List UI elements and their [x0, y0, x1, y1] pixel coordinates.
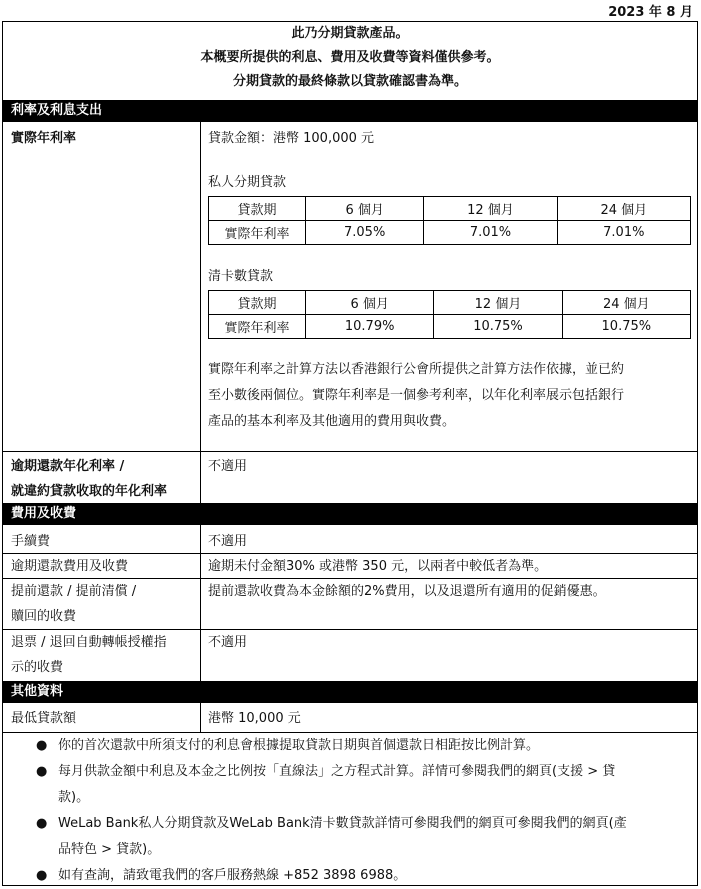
- table-cell: 7.05%: [306, 221, 424, 245]
- personal-loan-title: 私人分期貸款: [208, 175, 287, 190]
- table-cell: 7.01%: [557, 221, 690, 245]
- apr-note-line: 至小數後兩個位。實際年利率是一個參考利率，以年化利率展示包括銀行: [208, 388, 625, 403]
- min-loan-value: 港幣 10,000 元: [208, 711, 301, 726]
- table-cell: 貸款期: [209, 197, 306, 221]
- table-cell: 6 個月: [306, 197, 424, 221]
- personal-loan-table: [208, 196, 691, 245]
- overdue-rate-label: [11, 454, 197, 504]
- bullet-icon: ●: [36, 816, 48, 831]
- loan-amount: 貸款金額：港幣 100,000 元: [208, 131, 375, 146]
- fee-label: 手續費: [11, 534, 51, 549]
- note-line: WeLab Bank私人分期貸款及WeLab Bank清卡數貸款詳情可參閱我們的網頁可參閱我們的網頁(產: [58, 816, 627, 831]
- table-header-row: [209, 291, 691, 315]
- table-cell: 貸款期: [209, 291, 306, 315]
- list-item: [36, 863, 694, 889]
- notes-list: [3, 733, 694, 889]
- intro-block: [3, 22, 697, 94]
- fee-label-line: 贖回的收費: [11, 609, 77, 624]
- summary-frame: [2, 21, 698, 886]
- table-cell: 10.75%: [434, 315, 562, 339]
- document-date: 2023 年 8 月: [608, 5, 693, 20]
- fee-value: 不適用: [208, 534, 248, 549]
- fee-value: 逾期未付金額30% 或港幣 350 元，以兩者中較低者為準。: [208, 559, 548, 574]
- fee-label-line: 示的收費: [11, 660, 64, 675]
- list-item: [36, 759, 694, 811]
- column-divider: [200, 122, 201, 503]
- overdue-rate-label-line: 就違約貸款收取的年化利率: [11, 484, 168, 499]
- list-item: [36, 811, 694, 863]
- fee-label-line: 退票 / 退回自動轉帳授權指: [11, 635, 167, 650]
- table-row: [209, 221, 691, 245]
- card-loan-title: 清卡數貸款: [208, 269, 274, 284]
- fee-value: 不適用: [208, 635, 248, 650]
- intro-line: 本概要所提供的利息、費用及收費等資料僅供參考。: [200, 50, 500, 65]
- fee-label-line: 提前還款 / 提前清償 /: [11, 584, 137, 599]
- note-line: 品特色 > 貸款)。: [58, 842, 161, 857]
- table-cell: 6 個月: [306, 291, 434, 315]
- column-divider: [200, 703, 201, 733]
- table-cell: 10.75%: [562, 315, 690, 339]
- note-line: 如有查詢，請致電我們的客戶服務熱線 +852 3898 6988。: [58, 868, 407, 883]
- table-row: [209, 315, 691, 339]
- card-loan-table: [208, 290, 691, 339]
- section-header-interest: 利率及利息支出: [3, 100, 697, 122]
- fee-value: 提前還款收費為本金餘額的2%費用，以及退還所有適用的促銷優惠。: [208, 584, 606, 599]
- intro-line: 此乃分期貸款產品。: [291, 26, 409, 41]
- fee-label: [11, 579, 197, 629]
- section-header-other: 其他資料: [3, 681, 697, 703]
- list-item: [36, 733, 694, 759]
- table-cell: 12 個月: [434, 291, 562, 315]
- table-header-row: [209, 197, 691, 221]
- apr-note-line: 產品的基本利率及其他適用的費用與收費。: [208, 414, 456, 429]
- fee-label: 逾期還款費用及收費: [11, 559, 129, 574]
- table-cell: 實際年利率: [209, 221, 306, 245]
- apr-note: [208, 357, 688, 435]
- bullet-icon: ●: [36, 764, 48, 779]
- intro-line: 分期貸款的最終條款以貸款確認書為準。: [232, 74, 467, 89]
- table-cell: 10.79%: [306, 315, 434, 339]
- overdue-rate-value: 不適用: [208, 459, 248, 474]
- table-cell: 24 個月: [557, 197, 690, 221]
- table-cell: 7.01%: [424, 221, 557, 245]
- note-line: 每月供款金額中利息及本金之比例按「直線法」之方程式計算。詳情可參閱我們的網頁(支援 > 貸: [58, 764, 616, 779]
- overdue-rate-label-line: 逾期還款年化利率 /: [11, 459, 125, 474]
- apr-note-line: 實際年利率之計算方法以香港銀行公會所提供之計算方法作依據，並已約: [208, 362, 625, 377]
- note-line: 你的首次還款中所須支付的利息會根據提取貸款日期與首個還款日相距按比例計算。: [58, 738, 540, 753]
- row-divider: [3, 451, 697, 452]
- fee-label: [11, 630, 197, 680]
- table-cell: 12 個月: [424, 197, 557, 221]
- bullet-icon: ●: [36, 868, 48, 883]
- table-cell: 24 個月: [562, 291, 690, 315]
- min-loan-label: 最低貸款額: [11, 711, 77, 726]
- table-cell: 實際年利率: [209, 315, 306, 339]
- section-header-fees: 費用及收費: [3, 503, 697, 525]
- apr-label: 實際年利率: [11, 131, 77, 146]
- column-divider: [200, 525, 201, 681]
- bullet-icon: ●: [36, 738, 48, 753]
- note-line: 款)。: [58, 790, 90, 805]
